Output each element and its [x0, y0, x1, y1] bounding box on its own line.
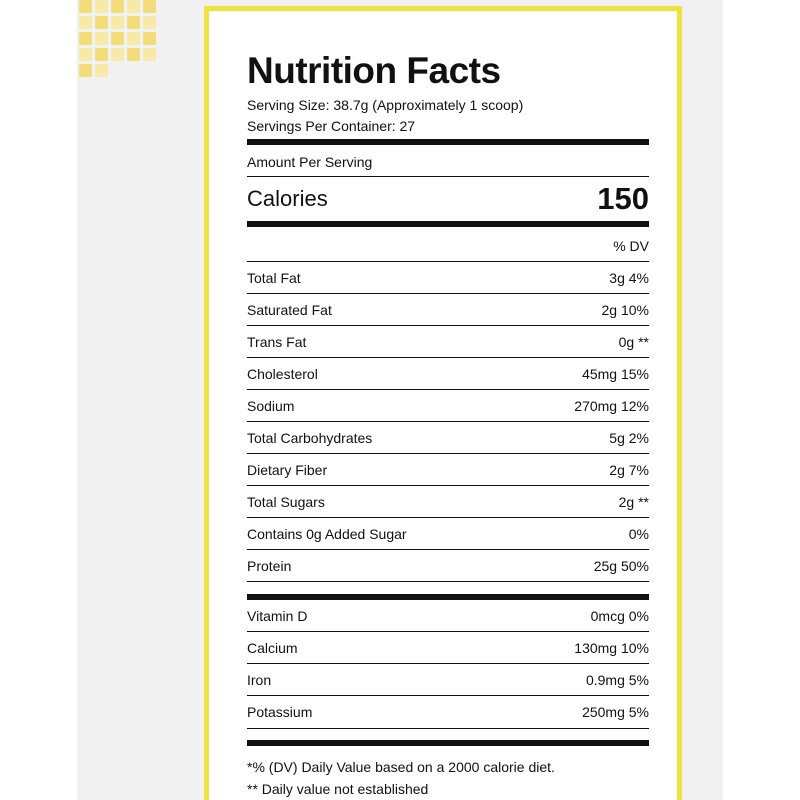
footnotes [247, 746, 649, 800]
vitamin-row [247, 600, 649, 632]
decorative-tile [127, 16, 140, 29]
vitamin-row-value: 0mcg 0% [590, 607, 649, 624]
amount-per-serving-row [247, 145, 649, 177]
nutrition-label-card [204, 6, 682, 800]
vitamin-row-value: 0.9mg 5% [585, 671, 649, 688]
nutrient-row-name: Dietary Fiber [247, 461, 328, 478]
amount-per-serving-label: Amount Per Serving [247, 153, 373, 170]
decorative-tile [111, 48, 124, 61]
decorative-tile [79, 32, 92, 45]
decorative-tile [95, 16, 108, 29]
nutrient-row-name: Saturated Fat [247, 301, 332, 318]
nutrient-row-value: 0g ** [618, 333, 649, 350]
vitamin-row-name: Calcium [247, 639, 298, 656]
nutrient-row-name: Total Fat [247, 269, 301, 286]
nutrient-row-name: Cholesterol [247, 365, 318, 382]
decorative-tile-grid [79, 0, 156, 77]
nutrient-row-value: 2g 10% [601, 301, 649, 318]
nutrient-row-name: Sodium [247, 397, 295, 414]
decorative-tile [127, 0, 140, 13]
calories-value: 150 [597, 181, 649, 216]
decorative-tile [95, 48, 108, 61]
nutrient-row-value: 5g 2% [609, 429, 649, 446]
nutrient-row-name: Total Carbohydrates [247, 429, 373, 446]
vitamin-row [247, 696, 649, 728]
dv-header-row [247, 227, 649, 262]
nutrient-row-name: Protein [247, 557, 292, 574]
nutrient-row [247, 486, 649, 518]
nutrient-row-value: 2g 7% [609, 461, 649, 478]
section-gap [247, 582, 649, 594]
decorative-tile [79, 48, 92, 61]
nutrient-row [247, 294, 649, 326]
decorative-tile [79, 16, 92, 29]
decorative-tile [143, 32, 156, 45]
decorative-tile [95, 32, 108, 45]
nutrient-row-value: 2g ** [618, 493, 649, 510]
decorative-tile [143, 0, 156, 13]
dv-header: % DV [613, 237, 649, 254]
decorative-tile [127, 48, 140, 61]
serving-size: Serving Size: 38.7g (Approximately 1 scoop) [247, 97, 524, 113]
decorative-tile [95, 64, 108, 77]
servings-per-container: Servings Per Container: 27 [247, 117, 416, 134]
nutrient-row [247, 358, 649, 390]
decorative-tile [111, 64, 124, 77]
calories-label: Calories [247, 186, 328, 211]
vitamin-row-value: 250mg 5% [582, 704, 649, 720]
nutrient-row-name: Trans Fat [247, 333, 307, 350]
nutrient-row-value: 270mg 12% [574, 397, 649, 414]
vitamin-row-name: Iron [247, 671, 272, 688]
decorative-tile [143, 64, 156, 77]
nutrient-row [247, 550, 649, 582]
vitamin-row-value: 130mg 10% [574, 639, 649, 656]
nutrient-row [247, 422, 649, 454]
nutrient-row [247, 390, 649, 422]
nutrient-list [247, 262, 649, 582]
vitamin-row-name: Vitamin D [247, 607, 308, 624]
footnote: *% (DV) Daily Value based on a 2000 calorie diet. [247, 759, 555, 775]
section-gap [247, 728, 649, 740]
nutrition-label [247, 49, 649, 800]
nutrient-row-name: Contains 0g Added Sugar [247, 525, 407, 542]
decorative-tile [111, 16, 124, 29]
vitamin-row [247, 664, 649, 696]
decorative-tile [127, 64, 140, 77]
nutrient-row [247, 262, 649, 294]
nutrient-row-value: 25g 50% [593, 557, 649, 574]
nutrient-row-name: Total Sugars [247, 493, 325, 510]
vitamin-row-name: Potassium [247, 704, 313, 720]
decorative-tile [79, 64, 92, 77]
decorative-tile [111, 32, 124, 45]
nutrient-row [247, 454, 649, 486]
decorative-tile [143, 16, 156, 29]
vitamin-list [247, 600, 649, 728]
decorative-tile [143, 48, 156, 61]
calories-row [247, 177, 649, 221]
nutrient-row-value: 45mg 15% [582, 365, 649, 382]
decorative-tile [127, 32, 140, 45]
nutrient-row-value: 0% [628, 525, 649, 542]
label-title: Nutrition Facts [247, 50, 501, 91]
vitamin-row [247, 632, 649, 664]
nutrient-row-value: 3g 4% [609, 269, 649, 286]
decorative-tile [95, 0, 108, 13]
nutrient-row [247, 326, 649, 358]
decorative-tile [79, 0, 92, 13]
footnote: ** Daily value not established [247, 781, 429, 797]
decorative-tile [111, 0, 124, 13]
nutrient-row [247, 518, 649, 550]
